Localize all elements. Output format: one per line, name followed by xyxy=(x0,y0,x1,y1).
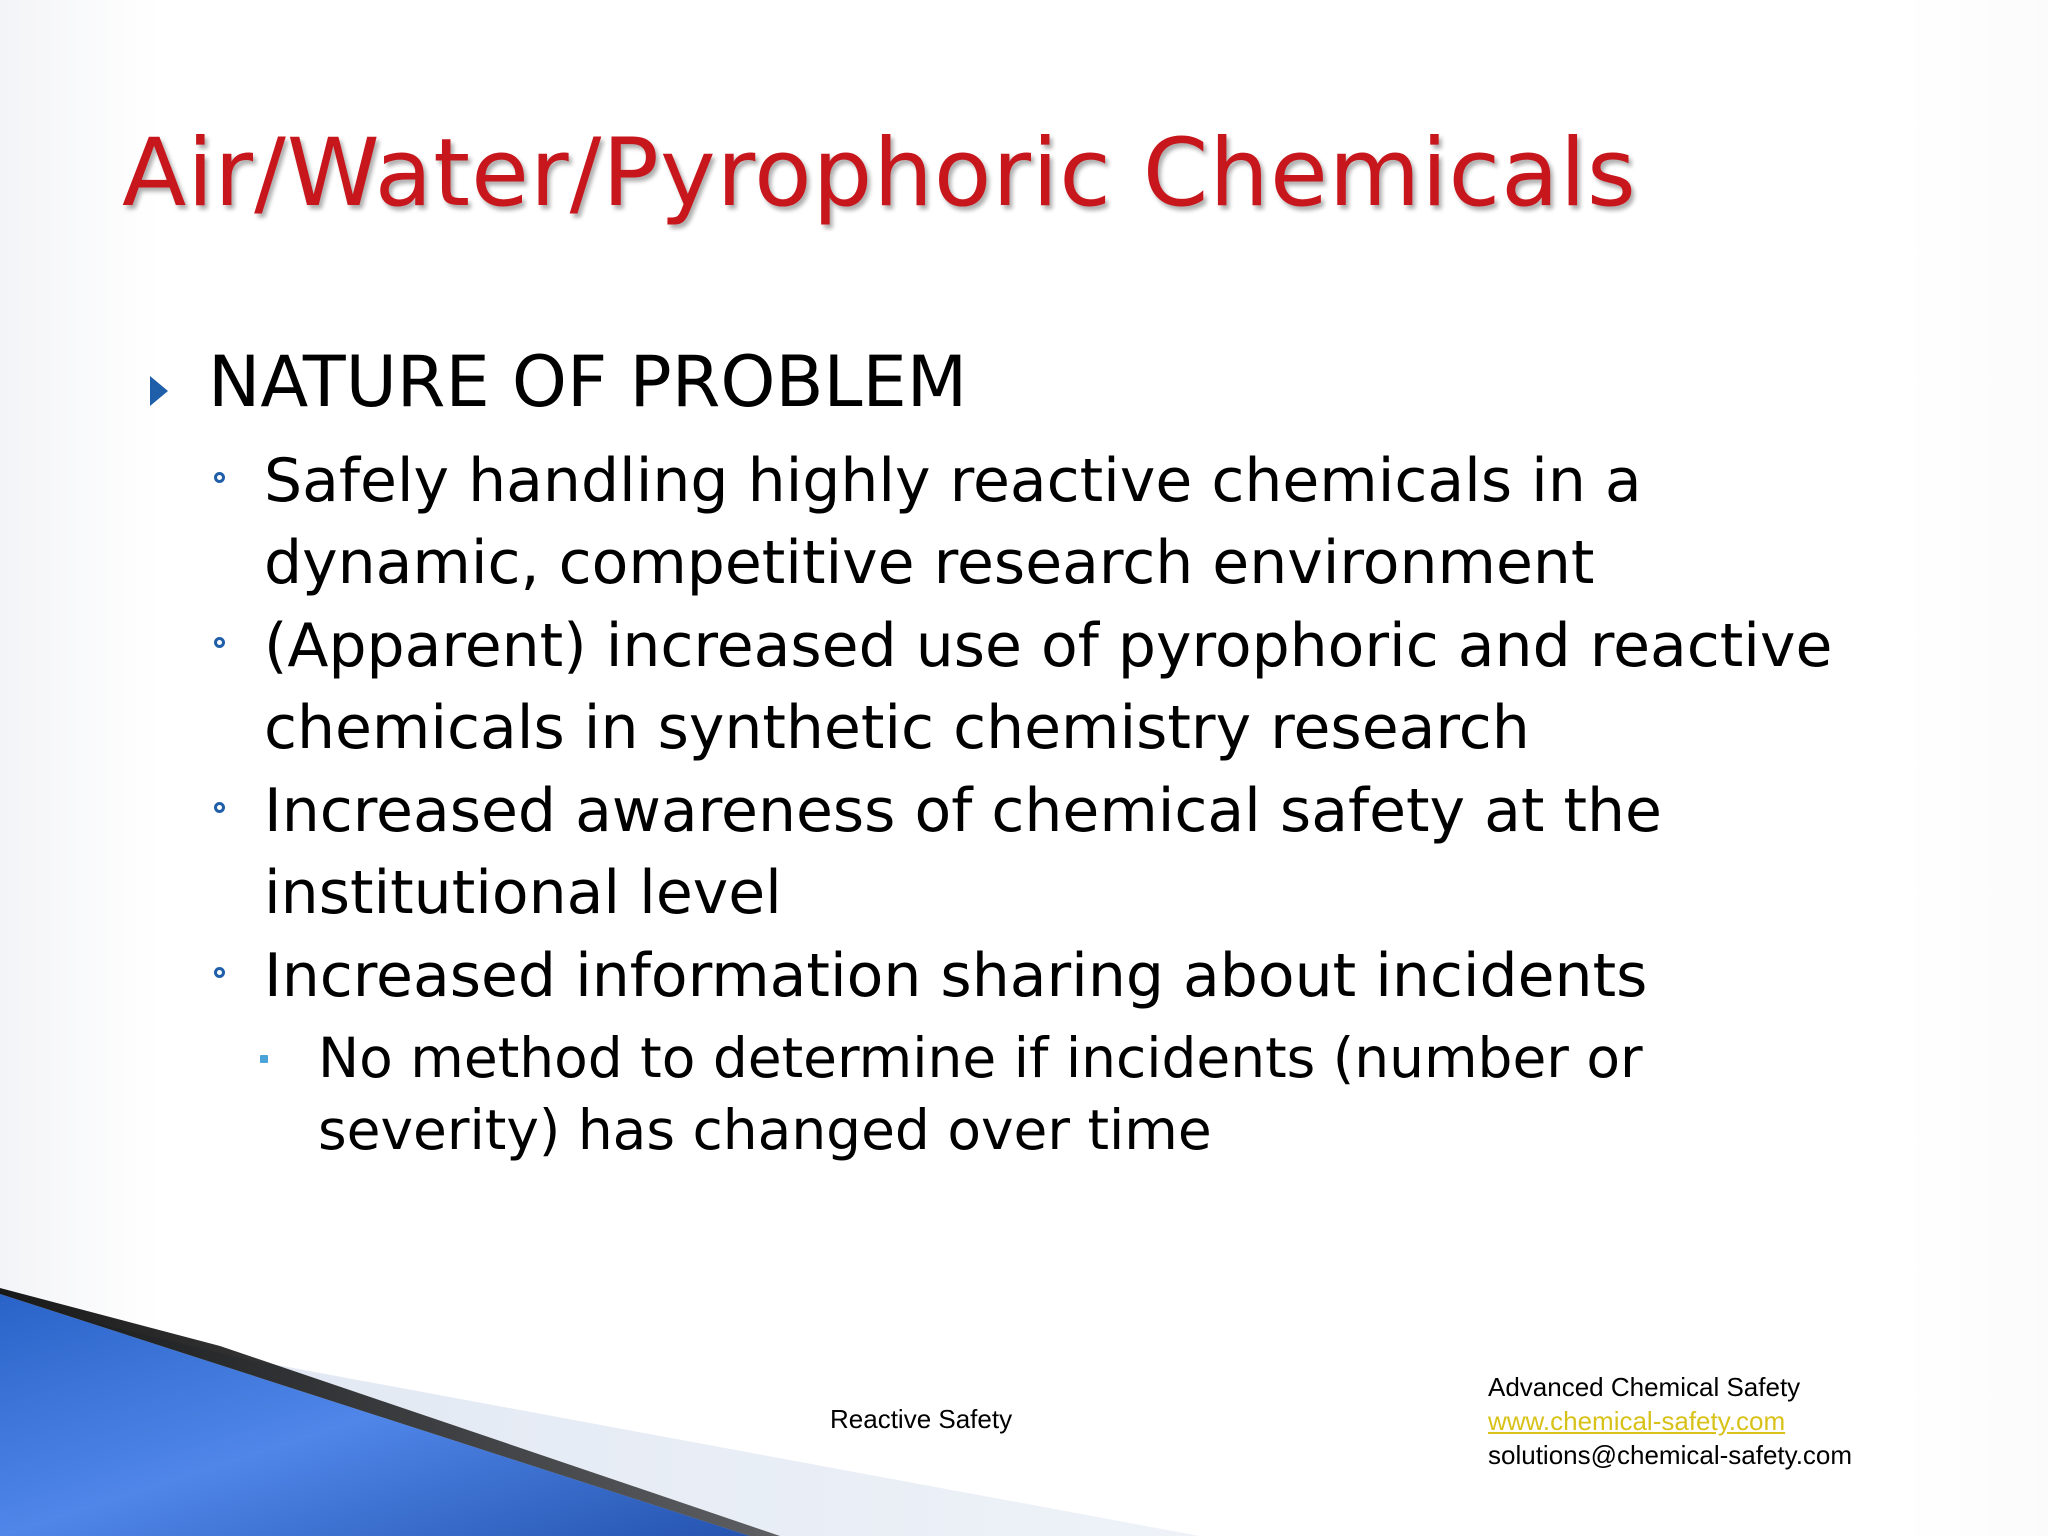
corner-swoosh xyxy=(0,1280,1200,1536)
slide-title: Air/Water/Pyrophoric Chemicals xyxy=(122,119,1637,228)
sub-bullet-text: Safely handling highly reactive chemicals in a dynamic, competitive research environment xyxy=(264,446,1642,598)
sub-bullet-text: (Apparent) increased use of pyrophoric and reactive chemicals in synthetic chemistry research xyxy=(264,611,1833,763)
main-bullet-text: NATURE OF PROBLEM xyxy=(208,341,968,423)
triangle-bullet-icon xyxy=(150,376,168,406)
ring-bullet-icon xyxy=(214,802,225,813)
footer-title: Reactive Safety xyxy=(830,1404,1013,1434)
ring-bullet-icon xyxy=(214,967,225,978)
square-bullet-icon xyxy=(260,1055,268,1063)
footer-contact xyxy=(1488,1370,1852,1472)
footer-org: Advanced Chemical Safety xyxy=(1488,1372,1801,1402)
sub-bullet-text: Increased awareness of chemical safety at the institutional level xyxy=(264,776,1662,928)
sub-bullet-text: Increased information sharing about incidents xyxy=(264,941,1648,1011)
ring-bullet-icon xyxy=(214,472,225,483)
sub-sub-bullet-text: No method to determine if incidents (number or severity) has changed over time xyxy=(318,1026,1643,1162)
ring-bullet-icon xyxy=(214,637,225,648)
footer-email: solutions@chemical-safety.com xyxy=(1488,1440,1853,1470)
footer-website-link[interactable]: www.chemical-safety.com xyxy=(1488,1406,1786,1436)
